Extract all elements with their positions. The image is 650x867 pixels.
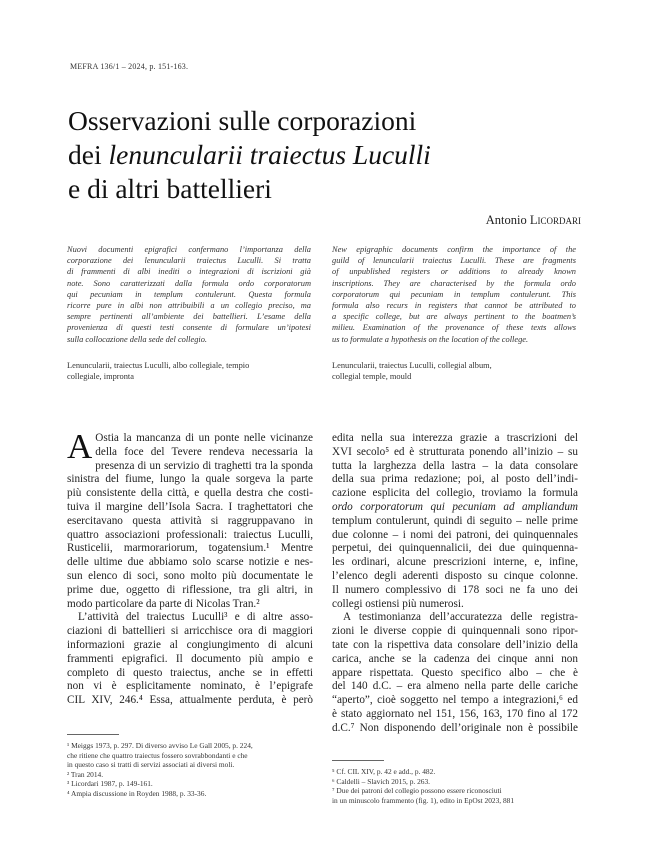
abstract-it-line: qui pecuniam in templum contulerunt. Questa formula (67, 289, 311, 299)
body-line: perpetui, dei quinquennalicii, dei due quinquenna- (332, 542, 578, 555)
body-line: d.C.⁷ Non disponendo dell’originale non è possibile (332, 721, 578, 734)
article-title (68, 104, 588, 206)
body-line: carica, anche se la cadenza dei cinque anni non (332, 652, 578, 665)
footnote-line: ⁴ Ampia discussione in Royden 1988, p. 33-36. (67, 788, 207, 798)
abstract-en-line: of unpublished registers or additions to already known (332, 267, 576, 277)
body-line: ordo corporatorum qui pecuniam ad ampliandum (332, 500, 578, 513)
abstract-en-line: milieu. Examination of the provenance of these texts allows (332, 323, 576, 333)
body-line: quattro associazioni professionali: traiectus Luculli, (67, 528, 313, 541)
footnote-line: che ritiene che quattro traiectus fossero sovrabbondanti e che (67, 750, 248, 760)
body-line: del 140 d.C. – era almeno nella parte delle cariche (332, 680, 578, 693)
body-line: più consistente della città, e quella destra che costi- (67, 487, 313, 500)
body-line: Rusticelii, marmorariorum, togatensium.¹ Mentre (67, 542, 313, 555)
abstract-it-line: Nuovi documenti epigrafici confermano l’importanza della (67, 245, 311, 254)
footnotes-right (332, 767, 584, 805)
abstract-it-line: corporazione dei lenuncularii traiectus Luculli. Si tratta (67, 256, 311, 266)
body-line: due colonne – i nomi dei patroni, dei quinquennales (332, 528, 578, 541)
abstract-en-line: inscriptions. They are characterised by the formula ordo (332, 278, 576, 288)
abstract-it-line: di frammenti di albi inediti o integrazioni di iscrizioni già (67, 267, 311, 277)
body-line: templum contulerunt, quindi di seguito – nelle prime (332, 514, 578, 527)
body-line: A testimonianza dell’accuratezza delle registra- (343, 611, 578, 624)
body-line: prime due, oggetto di riflessione, tra gli altri, in (67, 583, 313, 596)
title-line-2-italic: lenuncularii traiectus Luculli (108, 139, 431, 170)
abstract-it-line: provenienza di questi testi consente di formulare un’ipotesi (67, 323, 311, 333)
body-column-left (67, 427, 313, 708)
keywords-english (332, 360, 576, 382)
keywords-it-line: collegiale, impronta (67, 372, 134, 382)
body-line: CIL XIV, 246.⁴ Essa, attualmente perduta, è però (67, 694, 313, 707)
abstract-it-line: note. Sono caratterizzati dalla formula ordo corporatorum (67, 278, 311, 288)
abstract-en-line: a specific college, but are always pertinent to the boatmen’s (332, 312, 576, 322)
body-line: l’elenco degli aderenti disposto su cinque colonne. (332, 569, 578, 582)
footnote-line: ⁷ Due dei patroni del collegio possono essere riconosciuti (332, 786, 502, 796)
body-line: Ostia la mancanza di un ponte nelle vicinanze (95, 432, 313, 444)
abstract-en-line: formula also recurs in registers that cannot be attributed to (332, 301, 576, 311)
body-line: “aperto”, cioè soggetto nel tempo a integrazioni,⁶ ed (332, 694, 578, 707)
body-line: appare rispettata. Questo specifico albo – che è (332, 666, 578, 679)
title-line-2 (68, 138, 588, 172)
body-column-right (332, 432, 578, 736)
body-line: della foce del Tevere rendeva necessaria la (95, 445, 313, 458)
body-line: tuiva il margine dell’Isola Sacra. I traghettatori che (67, 500, 313, 513)
footnote-line: ⁵ Cf. CIL XIV, p. 42 e add., p. 482. (332, 767, 436, 776)
abstract-en-line: New epigraphic documents confirm the importance of the (332, 245, 576, 254)
author-last-initial: L (529, 213, 538, 227)
abstract-it-line: ricorre pure in albi non attribuibili a un collegio preciso, ma (67, 301, 311, 311)
title-line-2-prefix: dei (68, 139, 109, 170)
abstract-en-line: us to formulate a hypothesis on the location of the college. (332, 334, 529, 344)
abstract-english (332, 244, 576, 345)
body-line: modo particolare da parte di Nicolas Tran.² (67, 597, 260, 610)
footnote-line: in un minuscolo frammento (fig. 1), edito in EpOst 2023, 881 (332, 795, 515, 805)
body-line: ciazioni di battellieri si arricchisce ora di maggiori (67, 625, 313, 638)
abstract-it-line: sempre pertinenti all’ambiente dei battellieri. L’esame della (67, 312, 311, 322)
author-first-name: Antonio (485, 213, 530, 227)
body-line: les ordinari, alcune prescrizioni interne, e, infine, (332, 556, 578, 569)
body-line: completo di questo traiectus, anche se in effetti (67, 666, 313, 679)
footnote-line: ³ Licordari 1987, p. 149-161. (67, 779, 153, 789)
footnote-rule-right (332, 760, 384, 761)
author-last-name (530, 213, 581, 227)
author-name (486, 213, 581, 228)
abstract-italian (67, 244, 311, 345)
body-line: non vi è esplicitamente nominato, è l’epigrafe (67, 680, 313, 693)
body-line: esercitavano questa attività si raggruppavano in (67, 514, 313, 527)
body-line: informazioni grazie al congiungimento di alcuni (67, 638, 313, 651)
body-line: delle ultime due abbiamo solo scarse notizie e nes- (67, 556, 313, 569)
drop-cap: A (67, 427, 93, 466)
running-head: MEFRA 136/1 – 2024, p. 151-163. (70, 62, 189, 71)
footnote-rule-left (67, 734, 119, 735)
title-line-3: e di altri battellieri (68, 173, 272, 204)
abstract-en-line: guild of lenuncularii traiectus Luculli. These are fragments (332, 256, 576, 266)
body-line: L’attività del traiectus Luculli³ e di altre asso- (78, 611, 313, 624)
footnote-line: in questo caso si tratti di servizi associati ai diversi moli. (67, 760, 235, 770)
body-line: Il numero complessivo di 178 soci ne fa uno dei (332, 583, 578, 596)
body-line: della sua prima redazione; poi, al posto dell’indi- (332, 473, 578, 486)
body-line: sinistra del fiume, lungo la quale sorgeva la parte (67, 473, 313, 486)
footnote-line: ¹ Meiggs 1973, p. 297. Di diverso avviso Le Gall 2005, p. 224, (67, 741, 253, 750)
author-last-rest: icordari (537, 213, 581, 227)
keywords-it-line: Lenuncularii, traiectus Luculli, albo collegiale, tempio (67, 361, 250, 370)
keywords-en-line: collegial temple, mould (332, 372, 412, 382)
keywords-en-line: Lenuncularii, traiectus Luculli, collegial album, (332, 361, 492, 370)
body-line: è stato aggiornato nel 151, 156, 163, 170 fino al 172 (332, 707, 578, 720)
body-line: edita nella sua interezza grazie a trascrizioni del (332, 432, 578, 444)
title-line-1: Osservazioni sulle corporazioni (68, 105, 417, 136)
body-line: sun elenco di soci, sono molto più documentate le (67, 569, 313, 582)
body-line: collegi ostiensi più numerosi. (332, 597, 464, 610)
body-line: XVI secolo⁵ ed è strutturata ponendo all’inizio – su (332, 445, 578, 458)
footnote-line: ² Tran 2014. (67, 769, 104, 779)
body-line: tutta la larghezza della lastra – la data consolare (332, 459, 578, 472)
footnote-line: ⁶ Caldelli – Slavich 2015, p. 263. (332, 776, 431, 786)
body-line: tate con la rispettiva data consolare dell’inizio della (332, 638, 578, 651)
abstract-it-line: sulla collocazione della sede del collegio. (67, 334, 208, 344)
body-line: cazione esplicita del collegio, troviamo la formula (332, 487, 578, 500)
body-line: presenza di un servizio di traghetti tra la sponda (95, 459, 313, 472)
abstract-en-line: corporatorum qui pecuniam in templum contulerunt. This (332, 289, 576, 299)
body-line: frammenti epigrafici. Il documento più ampio e (67, 652, 313, 665)
keywords-italian (67, 360, 311, 382)
body-line: zioni le diverse coppie di quinquennali sono ripor- (332, 625, 578, 638)
footnotes-left (67, 741, 319, 799)
